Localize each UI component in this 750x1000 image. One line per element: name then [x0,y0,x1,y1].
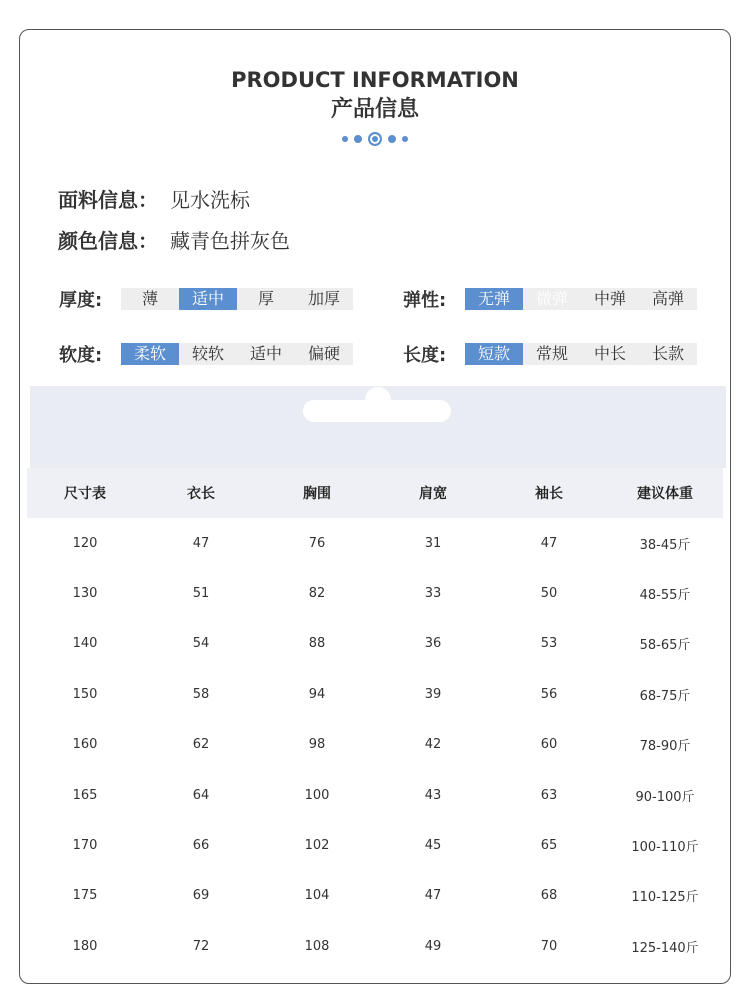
title-english: PRODUCT INFORMATION [231,68,519,92]
table-cell: 90-100斤 [635,789,695,805]
table-cell: 47 [192,535,210,551]
table-cell: 180 [72,938,98,954]
table-row [27,820,723,870]
table-cell: 38-45斤 [639,537,691,553]
table-cell: 165 [72,787,98,803]
softness-options [121,343,353,365]
table-cell: 48-55斤 [639,588,691,604]
table-cell: 68-75斤 [639,688,691,704]
table-cell: 66 [192,838,210,854]
table-cell: 78-90斤 [639,739,691,755]
table-cell: 58-65斤 [639,638,691,654]
thickness-option-selected: 适中 [179,288,237,310]
elasticity-option: 高弹 [651,289,684,308]
table-row [27,619,723,669]
size-table [27,468,723,972]
table-cell: 31 [424,535,442,551]
header-size: 尺寸表 [64,486,106,502]
header-sleeve: 袖长 [535,486,563,502]
fabric-value: 见水洗标 [170,188,250,212]
table-cell: 58 [192,686,210,702]
table-row [27,669,723,719]
table-cell: 160 [72,737,98,753]
table-cell: 82 [308,586,326,602]
dot-icon [402,136,408,142]
table-cell: 69 [192,888,210,904]
table-cell: 98 [308,737,326,753]
elasticity-options [465,288,697,310]
softness-option: 适中 [249,344,282,363]
table-cell: 63 [540,787,558,803]
header-shoulder: 肩宽 [419,486,447,502]
table-cell: 125-140斤 [631,940,699,956]
table-cell: 56 [540,686,558,702]
dot-icon [342,136,348,142]
thickness-option: 薄 [141,289,158,308]
table-cell: 150 [72,686,98,702]
table-cell: 110-125斤 [631,890,699,906]
table-cell: 140 [72,636,98,652]
table-cell: 76 [308,535,326,551]
softness-row [59,343,353,365]
header-weight: 建议体重 [637,486,693,502]
fabric-label: 面料信息： [58,188,158,212]
header-chest: 胸围 [303,486,331,502]
table-cell: 39 [424,686,442,702]
table-cell: 100-110斤 [631,840,699,856]
header-length: 衣长 [187,486,215,502]
length-row [403,343,697,365]
length-label: 长度: [403,345,447,366]
softness-option: 较软 [191,344,224,363]
table-row [27,871,723,921]
fabric-info [58,184,250,213]
elasticity-option-selected: 无弹 [465,288,523,310]
decorative-dots [20,132,730,146]
table-cell: 65 [540,838,558,854]
table-cell: 130 [72,586,98,602]
table-cell: 94 [308,686,326,702]
table-row [27,518,723,568]
table-cell: 70 [540,938,558,954]
table-cell: 47 [424,888,442,904]
table-cell: 54 [192,636,210,652]
color-label: 颜色信息： [58,229,158,253]
table-cell: 45 [424,838,442,854]
thickness-label: 厚度: [59,290,103,311]
size-table-header [27,468,723,518]
length-options [465,343,697,365]
table-cell: 62 [192,737,210,753]
product-info-card [19,29,731,984]
thickness-option: 厚 [257,289,274,308]
elasticity-label: 弹性: [403,290,447,311]
table-cell: 104 [304,888,330,904]
table-row [27,921,723,971]
dot-icon [388,135,396,143]
dot-icon [368,132,382,146]
table-cell: 175 [72,888,98,904]
table-cell: 51 [192,586,210,602]
length-option: 长款 [651,344,684,363]
elasticity-option: 中弹 [593,289,626,308]
table-cell: 33 [424,586,442,602]
table-cell: 43 [424,787,442,803]
table-cell: 100 [304,787,330,803]
thickness-row [59,288,353,310]
softness-option: 偏硬 [307,344,340,363]
table-cell: 72 [192,938,210,954]
length-option-selected: 短款 [465,343,523,365]
title-chinese: 产品信息 [330,97,419,122]
table-cell: 170 [72,838,98,854]
dot-icon [354,135,362,143]
table-cell: 102 [304,838,330,854]
table-cell: 64 [192,787,210,803]
table-cell: 53 [540,636,558,652]
elasticity-row [403,288,697,310]
elasticity-option: 微弹 [535,289,568,308]
color-value: 藏青色拼灰色 [170,229,290,253]
table-row [27,770,723,820]
table-cell: 68 [540,888,558,904]
thickness-options [121,288,353,310]
size-table-body [27,518,723,972]
length-option: 常规 [535,344,568,363]
table-cell: 88 [308,636,326,652]
table-cell: 108 [304,938,330,954]
color-info [58,225,290,254]
table-cell: 42 [424,737,442,753]
softness-option-selected: 柔软 [121,343,179,365]
hanger-hole [303,400,451,422]
table-cell: 120 [72,535,98,551]
softness-label: 软度: [59,345,103,366]
table-cell: 50 [540,586,558,602]
table-cell: 49 [424,938,442,954]
table-cell: 47 [540,535,558,551]
table-row [27,568,723,618]
length-option: 中长 [593,344,626,363]
table-cell: 36 [424,636,442,652]
table-row [27,720,723,770]
thickness-option: 加厚 [307,289,340,308]
table-cell: 60 [540,737,558,753]
